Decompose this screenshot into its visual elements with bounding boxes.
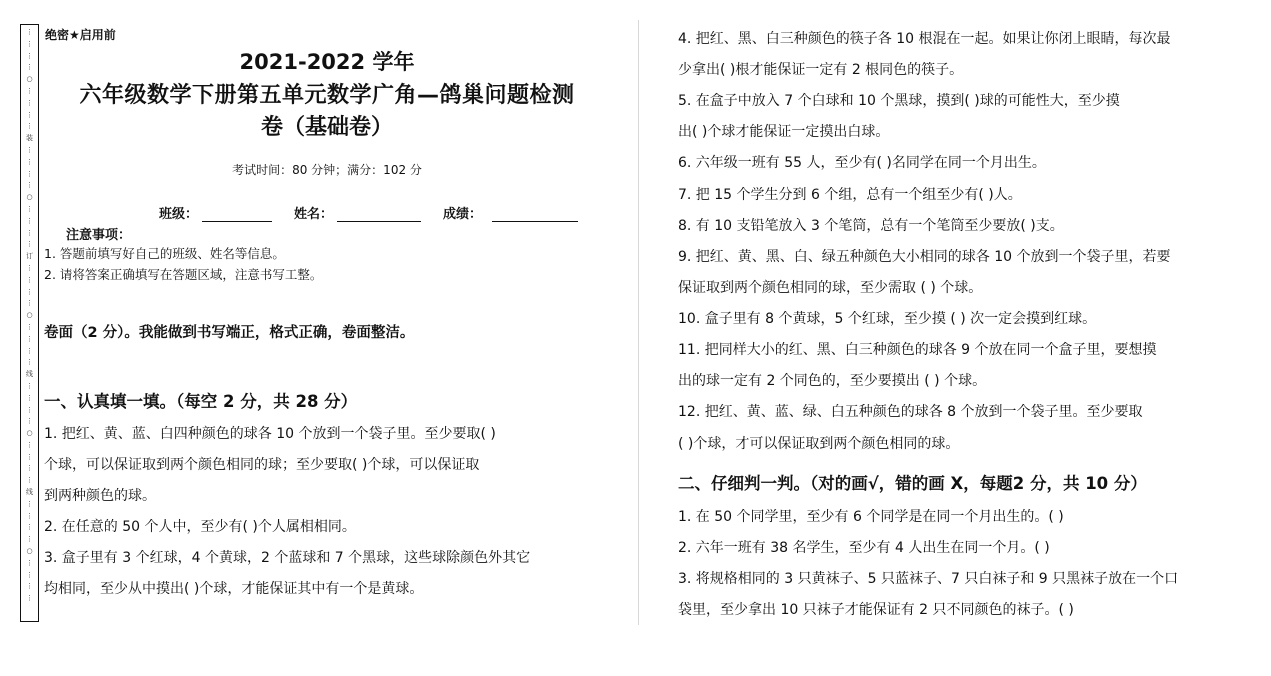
binding-mark: ⋮ <box>26 464 33 473</box>
right-page <box>678 0 1258 676</box>
binding-mark: ⋮ <box>26 452 33 461</box>
binding-marks <box>21 27 38 623</box>
question-line: 8. 有 10 支铅笔放入 3 个笔筒，总有一个笔筒至少要放( )支。 <box>678 218 1064 234</box>
question-line: 均相同，至少从中摸出( )个球，才能保证其中有一个是黄球。 <box>44 581 424 597</box>
binding-mark: ⋮ <box>26 216 33 225</box>
binding-mark: ⋮ <box>26 570 33 579</box>
secret-label: 绝密★启用前 <box>45 28 116 42</box>
question-line: 出( )个球才能保证一定摸出白球。 <box>678 124 890 140</box>
question-line: ( )个球，才可以保证取到两个颜色相同的球。 <box>678 436 960 452</box>
name-label: 姓名： <box>294 207 334 222</box>
question-line: 10. 盒子里有 8 个黄球，5 个红球，至少摸 ( ) 次一定会摸到红球。 <box>678 311 1097 327</box>
binding-mark: ⋮ <box>26 499 33 508</box>
binding-mark: ⋮ <box>26 169 33 178</box>
binding-mark: ⋮ <box>26 28 33 36</box>
binding-mark: ⋮ <box>26 322 33 331</box>
binding-mark: ⋮ <box>26 39 33 48</box>
binding-mark: 订 <box>26 252 33 261</box>
binding-mark: 线 <box>26 370 33 379</box>
binding-mark: ⋮ <box>26 145 33 154</box>
question-line: 少拿出( )根才能保证一定有 2 根同色的筷子。 <box>678 62 964 78</box>
binding-mark: ⋮ <box>26 405 33 414</box>
student-info-fields <box>159 203 600 222</box>
binding-mark: ⋮ <box>26 204 33 213</box>
binding-mark: 装 <box>26 134 33 143</box>
question-line: 袋里，至少拿出 10 只袜子才能保证有 2 只不同颜色的袜子。( ) <box>678 602 1074 618</box>
exam-info: 考试时间：80 分钟；满分：102 分 <box>232 163 422 177</box>
question-line: 9. 把红、黄、黑、白、绿五种颜色大小相同的球各 10 个放到一个袋子里，若要 <box>678 249 1171 265</box>
class-blank[interactable] <box>202 207 272 222</box>
score-field[interactable] <box>443 203 578 222</box>
binding-mark: ⋮ <box>26 228 33 237</box>
question-line: 4. 把红、黑、白三种颜色的筷子各 10 根混在一起。如果让你闭上眼睛，每次最 <box>678 31 1171 47</box>
binding-mark: ⋮ <box>26 98 33 107</box>
score-label: 成绩： <box>443 207 483 222</box>
question-line: 1. 在 50 个同学里，至少有 6 个同学是在同一个月出生的。( ) <box>678 509 1064 525</box>
binding-mark: ⋮ <box>26 122 33 131</box>
question-line: 出的球一定有 2 个同色的，至少要摸出 ( ) 个球。 <box>678 373 987 389</box>
binding-margin-strip <box>20 24 39 622</box>
binding-mark: ⋮ <box>26 393 33 402</box>
note-item: 2. 请将答案正确填写在答题区域，注意书写工整。 <box>44 267 323 282</box>
notes-title: 注意事项： <box>66 228 132 243</box>
question-line: 3. 盒子里有 3 个红球，4 个黄球，2 个蓝球和 7 个黑球，这些球除颜色外其它 <box>44 550 531 566</box>
neatness-statement: 卷面（2 分）。我能做到书写端正，格式正确，卷面整洁。 <box>44 325 415 341</box>
name-blank[interactable] <box>337 207 421 222</box>
question-line: 到两种颜色的球。 <box>44 488 156 504</box>
binding-mark: ⋮ <box>26 287 33 296</box>
binding-mark: ○ <box>26 547 33 556</box>
note-item: 1. 答题前填写好自己的班级、姓名等信息。 <box>44 246 285 261</box>
binding-mark: ⋮ <box>26 582 33 591</box>
binding-mark: ⋮ <box>26 358 33 367</box>
name-field[interactable] <box>294 203 421 222</box>
question-line: 7. 把 15 个学生分到 6 个组，总有一个组至少有( )人。 <box>678 187 1022 203</box>
title-line-3: 卷（基础卷） <box>260 115 393 140</box>
question-line: 12. 把红、黄、蓝、绿、白五种颜色的球各 8 个放到一个袋子里。至少要取 <box>678 404 1143 420</box>
binding-mark: ⋮ <box>26 110 33 119</box>
question-line: 3. 将规格相同的 3 只黄袜子、5 只蓝袜子、7 只白袜子和 9 只黑袜子放在一个口 <box>678 571 1179 587</box>
score-blank[interactable] <box>492 207 578 222</box>
binding-mark: ⋮ <box>26 263 33 272</box>
binding-mark: ○ <box>26 193 33 202</box>
title-line-2: 六年级数学下册第五单元数学广角—鸽巢问题检测 <box>79 83 575 108</box>
section-1-title: 一、认真填一填。（每空 2 分，共 28 分） <box>44 392 358 411</box>
question-line: 2. 在任意的 50 个人中，至少有( )个人属相相同。 <box>44 519 356 535</box>
binding-mark: ⋮ <box>26 51 33 60</box>
binding-mark: ⋮ <box>26 240 33 249</box>
binding-mark: ⋮ <box>26 381 33 390</box>
binding-mark: ⋮ <box>26 476 33 485</box>
question-line: 6. 六年级一班有 55 人，至少有( )名同学在同一个月出生。 <box>678 155 1046 171</box>
binding-mark: ⋮ <box>26 558 33 567</box>
left-page <box>44 0 634 676</box>
question-line: 11. 把同样大小的红、黑、白三种颜色的球各 9 个放在同一个盒子里，要想摸 <box>678 342 1157 358</box>
binding-mark: ⋮ <box>26 511 33 520</box>
binding-mark: ⋮ <box>26 417 33 426</box>
question-line: 保证取到两个颜色相同的球，至少需取 ( ) 个球。 <box>678 280 983 296</box>
section-2-title: 二、仔细判一判。（对的画√，错的画 X，每题2 分，共 10 分） <box>678 474 1147 493</box>
binding-mark: ○ <box>26 311 33 320</box>
question-line: 1. 把红、黄、蓝、白四种颜色的球各 10 个放到一个袋子里。至少要取( ) <box>44 426 496 442</box>
page-divider <box>638 20 639 625</box>
binding-mark: ⋮ <box>26 346 33 355</box>
binding-mark: ⋮ <box>26 523 33 532</box>
class-label: 班级： <box>159 207 199 222</box>
binding-mark: ○ <box>26 75 33 84</box>
binding-mark: ⋮ <box>26 181 33 190</box>
binding-mark: ⋮ <box>26 594 33 603</box>
binding-mark: ⋮ <box>26 535 33 544</box>
question-line: 2. 六年一班有 38 名学生，至少有 4 人出生在同一个月。( ) <box>678 540 1050 556</box>
question-line: 5. 在盒子中放入 7 个白球和 10 个黑球，摸到( )球的可能性大，至少摸 <box>678 93 1120 109</box>
binding-mark: ⋮ <box>26 275 33 284</box>
binding-mark: ⋮ <box>26 157 33 166</box>
binding-mark: ⋮ <box>26 63 33 72</box>
question-line: 个球，可以保证取到两个颜色相同的球；至少要取( )个球，可以保证取 <box>44 457 480 473</box>
title-line-1: 2021-2022 学年 <box>239 50 415 74</box>
binding-mark: ⋮ <box>26 86 33 95</box>
class-field[interactable] <box>159 203 272 222</box>
binding-mark: ⋮ <box>26 334 33 343</box>
binding-mark: ⋮ <box>26 440 33 449</box>
binding-mark: ○ <box>26 429 33 438</box>
binding-mark: ⋮ <box>26 299 33 308</box>
binding-mark: 线 <box>26 488 33 497</box>
